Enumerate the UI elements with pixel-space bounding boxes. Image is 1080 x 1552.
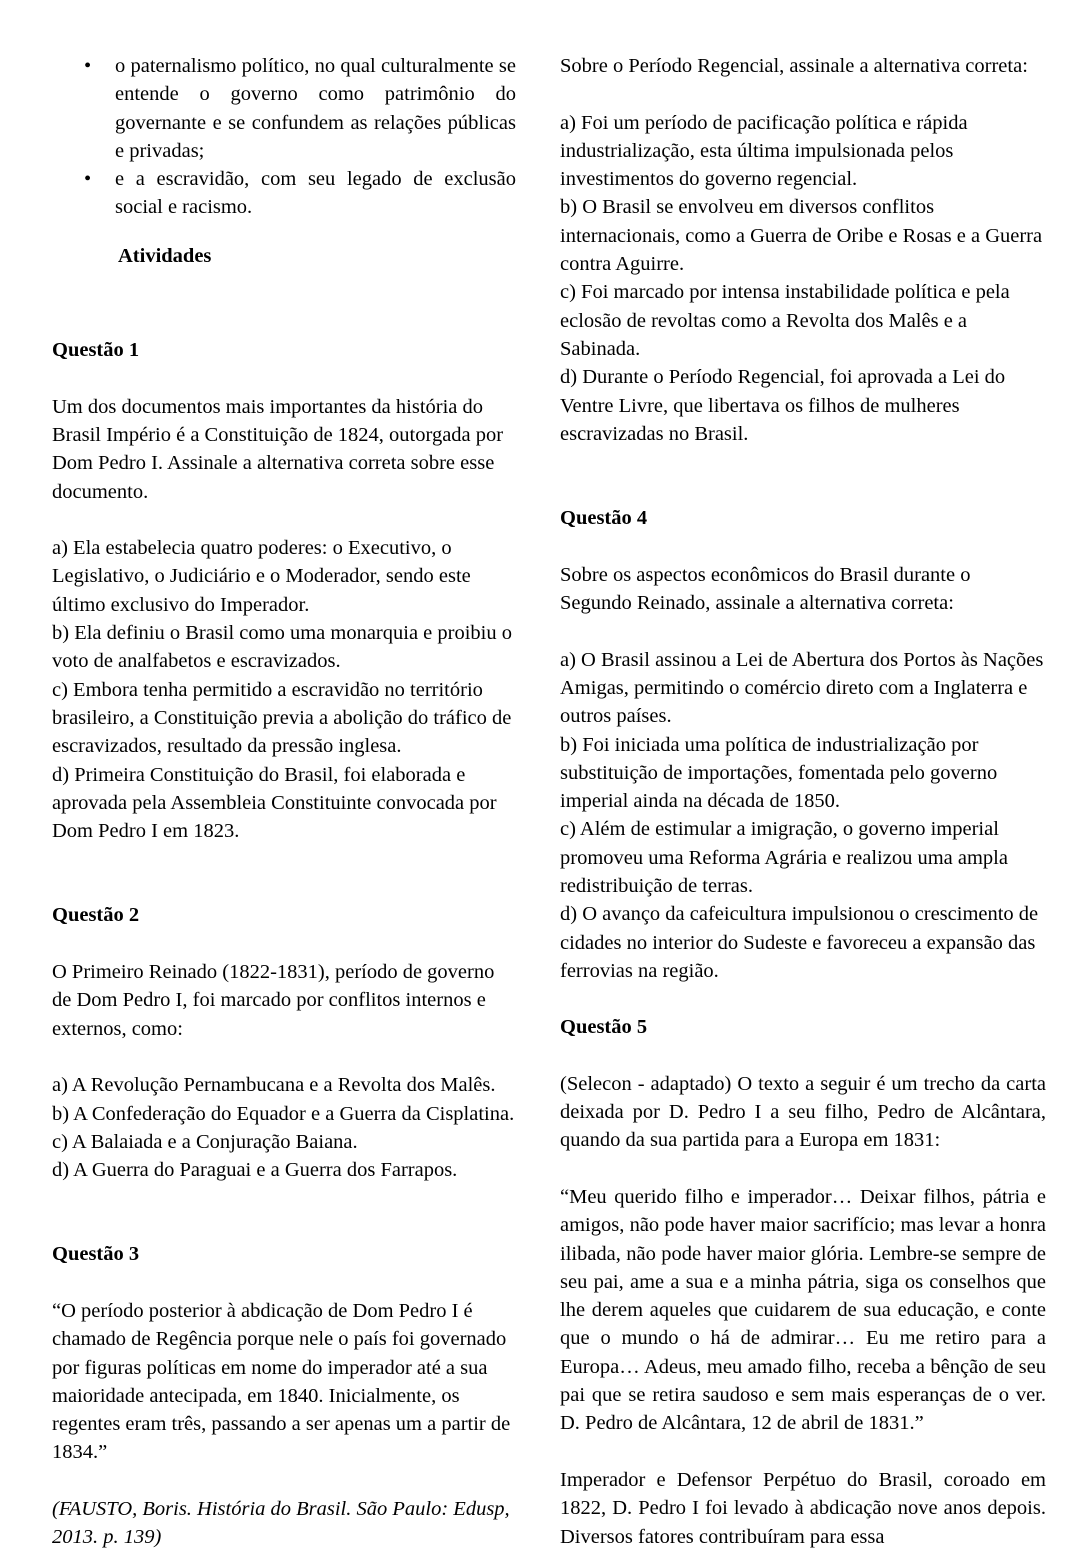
bullet-icon: • (84, 168, 92, 191)
question-5-heading: Questão 5 (560, 1016, 648, 1039)
bullet-text: e a escravidão, com seu legado de exclusão social e racismo. (115, 168, 516, 219)
list-item (52, 52, 516, 165)
question-3-source: (FAUSTO, Boris. História do Brasil. São Paulo: Edusp, 2013. p. 139) (52, 1498, 510, 1549)
activities-heading: Atividades (118, 244, 212, 267)
question-4-heading: Questão 4 (560, 507, 648, 530)
question-3-option-d: d) Durante o Período Regencial, foi aprovada a Lei do Ventre Livre, que libertava os filhos de mulheres escravizadas no Brasil. (560, 366, 1006, 445)
question-1-heading: Questão 1 (52, 339, 140, 362)
bullet-icon: • (84, 55, 92, 77)
question-4-option-c: c) Além de estimular a imigração, o governo imperial promoveu uma Reforma Agrária e realizou uma ampla redistribuição de terras. (560, 818, 1008, 898)
question-5-closing: Imperador e Defensor Perpétuo do Brasil, coroado em 1822, D. Pedro I foi levado à abdicação nove anos depois. Diversos fatores contribuíram para essa (560, 1468, 1046, 1548)
question-1-option-b: b) Ela definiu o Brasil como uma monarquia e proibiu o voto de analfabetos e escravizados. (52, 622, 512, 673)
question-3-heading: Questão 3 (52, 1243, 140, 1266)
question-5-quote: “Meu querido filho e imperador… Deixar filhos, pátria e amigos, não pode haver maior sacrifício; mas levar a honra ilibada, não pode haver maior glória. Lembre-se sempre de seu pai, ame a sua e a minha pátria, siga os conselhos que lhe derem aqueles que cuidarem de sua educação, e conte que o mundo o há de admirar… Eu me retiro para a Europa… Adeus, meu amado filho, receba a bênção de seu pai que se retira saudoso e sem mais esperanças de o ver. D. Pedro de Alcântara, 12 de abril de 1831.” (560, 1185, 1046, 1435)
question-2-option-d: d) A Guerra do Paraguai e a Guerra dos Farrapos. (52, 1159, 458, 1182)
question-3-statement: Sobre o Período Regencial, assinale a alternativa correta: (560, 55, 1028, 77)
right-column (560, 52, 1046, 1551)
bullet-text: o paternalismo político, no qual culturalmente se entende o governo como patrimônio do governante e se confundem as relações públicas e privadas; (115, 55, 516, 162)
question-4-option-b: b) Foi iniciada uma política de industrialização por substituição de importações, fomentada pelo governo imperial ainda na década de 1850. (560, 733, 998, 813)
question-3-option-a: a) Foi um período de pacificação política e rápida industrialização, esta última impulsionada pelos investimentos do governo regencial. (560, 111, 968, 191)
list-item (52, 165, 516, 222)
question-2-option-a: a) A Revolução Pernambucana e a Revolta dos Malês. (52, 1074, 496, 1097)
question-4-option-d: d) O avanço da cafeicultura impulsionou o crescimento de cidades no interior do Sudeste e favoreceu a expansão das ferrovias na região. (560, 903, 1039, 982)
question-1-statement: Um dos documentos mais importantes da história do Brasil Império é a Constituição de 1824, outorgada por Dom Pedro I. Assinale a alternativa correta sobre esse documento. (52, 395, 504, 503)
question-2-heading: Questão 2 (52, 904, 140, 927)
question-3-option-b: b) O Brasil se envolveu em diversos conflitos internacionais, como a Guerra de Oribe e Rosas e a Guerra contra Aguirre. (560, 196, 1043, 276)
question-2-option-b: b) A Confederação do Equador e a Guerra da Cisplatina. (52, 1102, 515, 1125)
question-5-intro: (Selecon - adaptado) O texto a seguir é um trecho da carta deixada por D. Pedro I a seu filho, Pedro de Alcântara, quando da sua partida para a Europa em 1831: (560, 1072, 1046, 1152)
question-2-statement: O Primeiro Reinado (1822-1831), período de governo de Dom Pedro I, foi marcado por conflitos internos e externos, como: (52, 961, 495, 1040)
question-1-option-d: d) Primeira Constituição do Brasil, foi elaborada e aprovada pela Assembleia Constituinte convocada por Dom Pedro I em 1823. (52, 763, 497, 843)
bullet-list (52, 52, 516, 222)
question-4-option-a: a) O Brasil assinou a Lei de Abertura dos Portos às Nações Amigas, permitindo o comércio direto com a Inglaterra e outros países. (560, 648, 1044, 728)
question-1-option-c: c) Embora tenha permitido a escravidão no território brasileiro, a Constituição previa a abolição do tráfico de escravizados, resultado da pressão inglesa. (52, 678, 512, 758)
left-column (52, 52, 516, 1552)
question-2-option-c: c) A Balaiada e a Conjuração Baiana. (52, 1130, 358, 1153)
question-1-option-a: a) Ela estabelecia quatro poderes: o Executivo, o Legislativo, o Judiciário e o Moderador, sendo este último exclusivo do Imperador. (52, 537, 471, 616)
question-3-quote: “O período posterior à abdicação de Dom Pedro I é chamado de Regência porque nele o país foi governado por figuras políticas em nome do imperador até a sua maioridade antecipada, em 1840. Inicialmente, os regentes eram três, passando a ser apenas um a partir de 1834.” (52, 1299, 511, 1464)
question-3-option-c: c) Foi marcado por intensa instabilidade política e pela eclosão de revoltas como a Revolta dos Malês e a Sabinada. (560, 281, 1010, 360)
question-4-statement: Sobre os aspectos econômicos do Brasil durante o Segundo Reinado, assinale a alternativa correta: (560, 563, 971, 615)
